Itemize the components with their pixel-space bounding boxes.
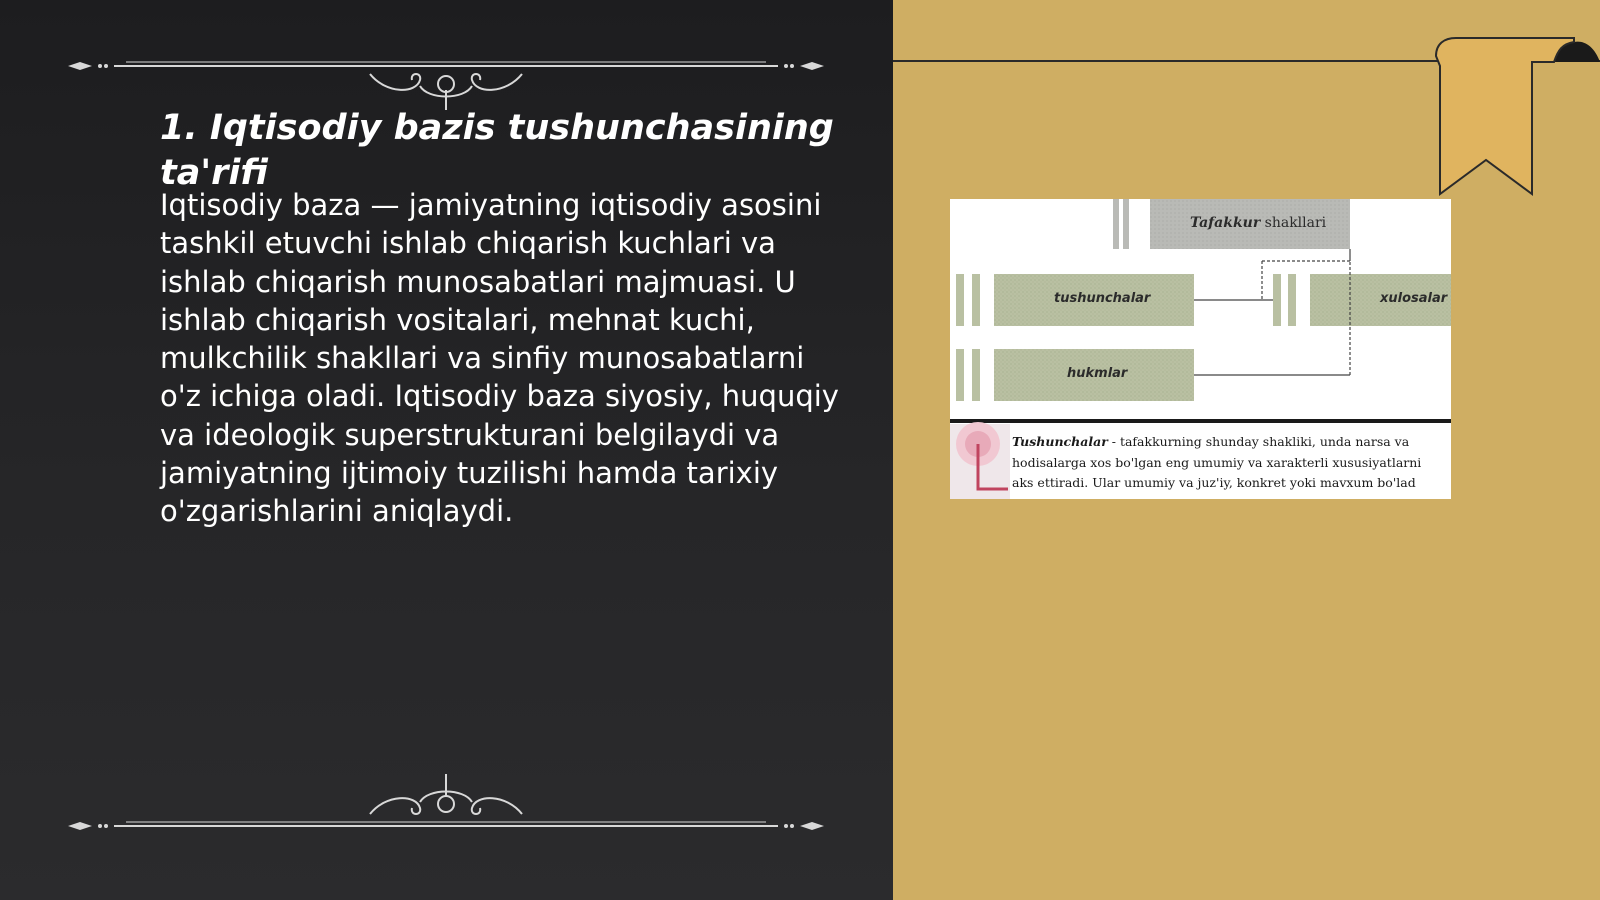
box-judgments: hukmlar bbox=[1067, 366, 1128, 381]
diagram-header: Tafakkur shakllari bbox=[1190, 215, 1327, 231]
scroll-ornament-bottom bbox=[66, 772, 826, 832]
box-concepts: tushunchalar bbox=[1054, 291, 1151, 306]
thinking-forms-diagram bbox=[950, 199, 1451, 499]
scroll-ornament-top bbox=[66, 50, 826, 110]
box-conclusions: xulosalar bbox=[1380, 291, 1448, 306]
slide-title: 1. Iqtisodiy bazis tushunchasining ta'rifi bbox=[160, 108, 834, 193]
slide-body-text: Iqtisodiy baza — jamiyatning iqtisodiy asosini tashkil etuvchi ishlab chiqarish kuchlari va ishlab chiqarish munosabatlari majmuasi. U ishlab chiqarish vositalari, mehnat kuchi, mulkchilik shakllari va sinfiy munosabatlarni o'z ichiga oladi. Iqtisodiy baza siyosiy, huquqiy va ideologik superstrukturani belgilaydi va jamiyatning ijtimoiy tuzilishi hamda tarixiy o'zgarishlarini aniqlaydi. bbox=[160, 188, 839, 529]
definition-text: Tushunchalar - tafakkurning shunday shakliki, unda narsa va hodisalarga xos bo'lgan eng umumiy va xarakterli xususiyatlarni aks ettiradi. Ular umumiy va juz'iy, konkret yoki mavxum bo'lad bbox=[1012, 434, 1422, 490]
bookmark-ribbon bbox=[1434, 36, 1600, 198]
